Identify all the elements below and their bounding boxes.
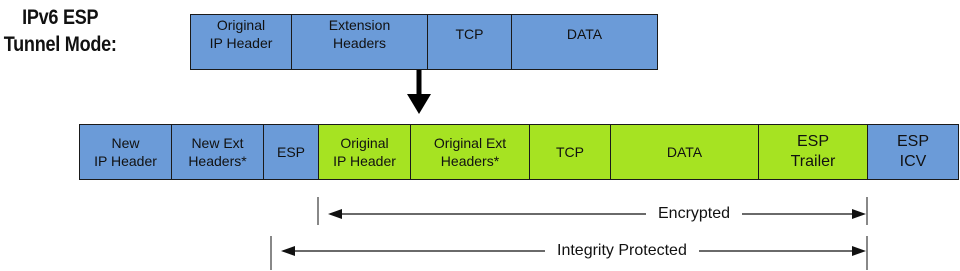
data-label: DATA xyxy=(666,144,703,160)
integrity-left-arrowhead xyxy=(281,246,295,256)
encrypted-right-arrowhead xyxy=(852,209,866,219)
tcp-label: TCP xyxy=(556,144,584,160)
top-extension-headers-label: Extension Headers xyxy=(328,17,391,51)
integrity-protected-label: Integrity Protected xyxy=(545,242,699,260)
original-ext-headers-label: Original Ext Headers* xyxy=(433,135,507,169)
integrity-right-arrowhead xyxy=(852,246,866,256)
new-ext-headers-label: New Ext Headers* xyxy=(188,135,247,169)
top-tcp-label: TCP xyxy=(455,26,484,42)
esp-icv-label: ESP ICV xyxy=(896,133,929,170)
esp-trailer-label: ESP Trailer xyxy=(790,133,836,170)
diagram-title-line2: Tunnel Mode: xyxy=(3,33,117,56)
diagram-title-line1: IPv6 ESP xyxy=(22,6,99,29)
encrypted-label: Encrypted xyxy=(646,205,742,223)
original-ip-header-label: Original IP Header xyxy=(333,135,396,169)
top-data-label: DATA xyxy=(566,26,603,42)
top-original-ip-header-label: Original IP Header xyxy=(209,17,273,51)
new-ip-header-label: New IP Header xyxy=(94,135,157,169)
down-arrow-head xyxy=(407,94,431,114)
encrypted-left-arrowhead xyxy=(328,209,342,219)
esp-header-label: ESP xyxy=(276,144,305,160)
